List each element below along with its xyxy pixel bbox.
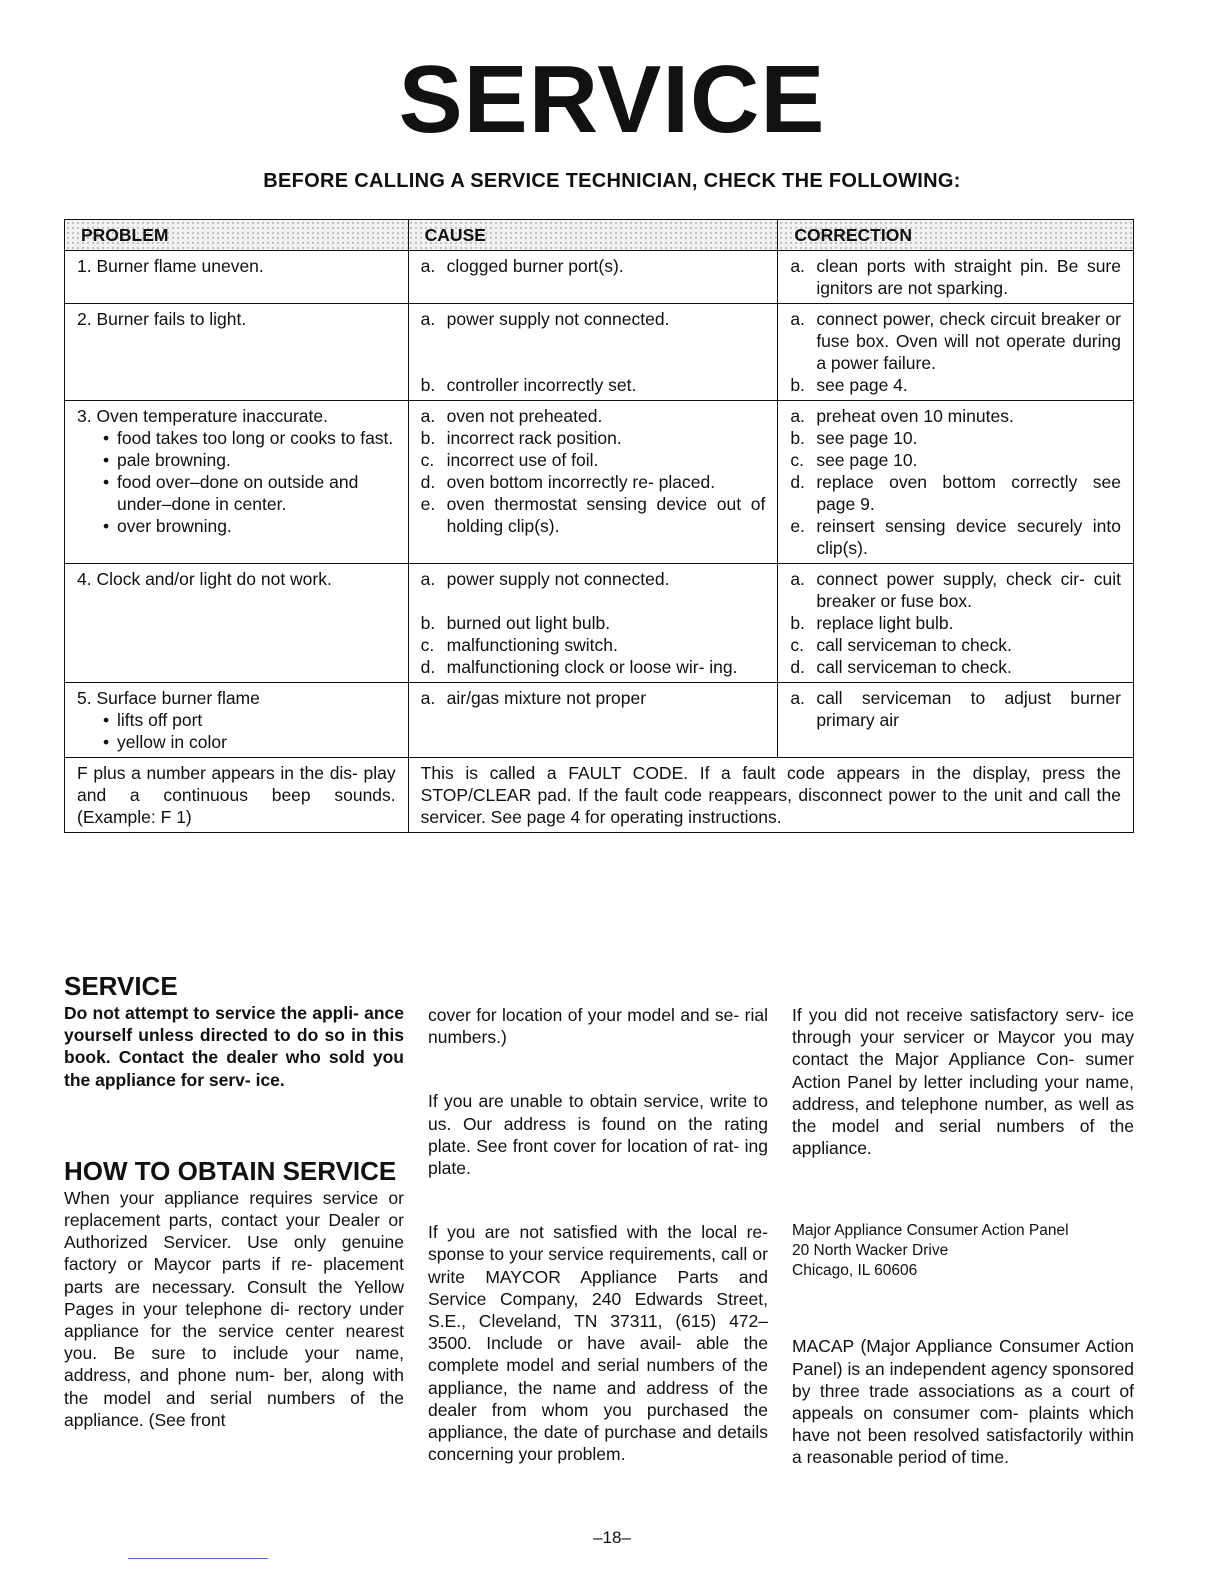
correction-item [790, 374, 1121, 396]
how-to-obtain-heading: HOW TO OBTAIN SERVICE [64, 1155, 397, 1186]
item-text: replace oven bottom correctly see page 9. [816, 472, 1121, 514]
correction-item [790, 405, 1121, 427]
middle-paragraph-3: If you are not satisfied with the local re- sponse to your service requirements, call or write MAYCOR Appliance Parts and Service Company, 240 Edwards Street, S.E., Cleveland, TN 37311, (615) 472–3500. Include or have avail- able the complete model and serial numbers of the appliance, the name and address of the dealer from whom you purchased the appliance, the date of purchase and details concerning your problem. [428, 1222, 768, 1465]
correction-item [790, 427, 1121, 449]
item-text: preheat oven 10 minutes. [816, 406, 1014, 426]
item-label: a. [790, 569, 805, 589]
problem-bullet [77, 709, 396, 731]
bullet-icon: • [103, 428, 110, 448]
macap-address [792, 1221, 1134, 1281]
correction-item [790, 634, 1121, 656]
cause-item [421, 255, 766, 277]
item-label: b. [790, 613, 805, 633]
item-text: power supply not connected. [446, 569, 670, 589]
address-line: Major Appliance Consumer Action Panel [792, 1222, 1069, 1240]
middle-paragraph-2: If you are unable to obtain service, write to us. Our address is found on the rating plate. See front cover for location of rat- ing plate. [428, 1091, 768, 1179]
spacer [421, 330, 766, 352]
item-text: air/gas mixture not proper [446, 688, 647, 708]
correction-item [790, 449, 1121, 471]
bullet-text: over browning. [117, 516, 232, 536]
cause-item [421, 471, 766, 493]
table-header-row [65, 220, 1134, 251]
item-label: c. [790, 635, 804, 655]
correction-item [790, 308, 1121, 374]
address-line: 20 North Wacker Drive [792, 1242, 949, 1260]
item-label: a. [790, 309, 805, 329]
correction-cell [778, 564, 1134, 683]
problem-cell [65, 304, 409, 401]
page-subtitle: BEFORE CALLING A SERVICE TECHNICIAN, CHECK THE FOLLOWING: [263, 170, 961, 192]
spacer [421, 352, 766, 374]
column-right [792, 1004, 1134, 1469]
bullet-text: food takes too long or cooks to fast. [117, 428, 394, 448]
problem-text: 2. Burner fails to light. [77, 309, 247, 329]
page-title: SERVICE [398, 46, 826, 153]
bullet-text: food over–done on outside and under–done in center. [117, 472, 359, 514]
item-label: d. [420, 472, 436, 492]
correction-cell [778, 251, 1134, 304]
bullet-text: lifts off port [117, 710, 203, 730]
problem-bullet [77, 449, 396, 471]
item-label: b. [420, 613, 436, 633]
right-paragraph-1: If you did not receive satisfactory serv- ice through your servicer or Maycor you may contact the Major Appliance Con- sumer Action Panel by letter including your name, address, and telephone number, as well as the model and serial numbers of the appliance. [792, 1005, 1134, 1159]
fault-row [65, 758, 1134, 833]
cause-item [421, 687, 766, 709]
problem-text: 4. Clock and/or light do not work. [77, 569, 332, 589]
correction-item [790, 612, 1121, 634]
item-label: a. [420, 256, 436, 276]
item-label: b. [420, 375, 436, 395]
item-text: see page 10. [816, 428, 918, 448]
item-text: connect power, check circuit breaker or fuse box. Oven will not operate during a power failure. [816, 309, 1121, 373]
header-correction: CORRECTION [778, 220, 1134, 251]
item-text: call serviceman to check. [816, 657, 1012, 677]
service-warning: Do not attempt to service the appli- ance yourself unless directed to do so in this book. Contact the dealer who sold you the appliance for serv- ice. [64, 1003, 404, 1090]
correction-item [790, 656, 1121, 678]
cause-item [421, 308, 766, 330]
cause-item [421, 427, 766, 449]
problem-bullet [77, 515, 396, 537]
item-label: c. [790, 450, 804, 470]
item-label: e. [420, 494, 436, 514]
column-left [64, 970, 404, 1431]
middle-paragraph-1: cover for location of your model and se- rial numbers.) [428, 1005, 768, 1048]
page-number: –18– [593, 1528, 631, 1547]
item-label: a. [790, 406, 805, 426]
problem-bullet [77, 731, 396, 753]
item-text: call serviceman to adjust burner primary air [816, 688, 1121, 730]
item-label: d. [420, 657, 436, 677]
item-text: clean ports with straight pin. Be sure ignitors are not sparking. [816, 256, 1121, 298]
cause-item [421, 568, 766, 590]
table-row [65, 564, 1134, 683]
cause-item [421, 449, 766, 471]
link-underline [128, 1558, 268, 1559]
header-cause: CAUSE [408, 220, 778, 251]
item-label: e. [790, 516, 805, 536]
item-text: incorrect rack position. [446, 428, 622, 448]
fault-problem-cell: F plus a number appears in the dis- play and a continuous beep sounds. (Example: F 1) [65, 758, 409, 833]
problem-cell [65, 401, 409, 564]
item-label: b. [420, 428, 436, 448]
item-label: a. [420, 569, 436, 589]
fault-text-cell: This is called a FAULT CODE. If a fault code appears in the display, press the STOP/CLEAR pad. If the fault code reappears, disconnect power to the unit and call the servicer. See page 4 for operating instructions. [408, 758, 1133, 833]
item-text: oven thermostat sensing device out of holding clip(s). [446, 494, 766, 536]
bullet-icon: • [103, 710, 110, 730]
table-row [65, 683, 1134, 758]
item-text: burned out light bulb. [446, 613, 611, 633]
item-label: a. [420, 406, 436, 426]
problem-bullet [77, 427, 396, 449]
problem-bullet [77, 471, 396, 515]
item-text: reinsert sensing device securely into clip(s). [816, 516, 1121, 558]
problem-cell [65, 683, 409, 758]
table-row [65, 401, 1134, 564]
column-middle [428, 1004, 768, 1465]
spacer [421, 590, 766, 612]
table-row [65, 251, 1134, 304]
item-text: oven not preheated. [446, 406, 603, 426]
cause-item [421, 493, 766, 537]
item-text: malfunctioning clock or loose wir- ing. [446, 657, 738, 677]
cause-cell [408, 251, 778, 304]
correction-item [790, 687, 1121, 731]
item-label: a. [790, 688, 805, 708]
correction-cell [778, 401, 1134, 564]
item-label: c. [420, 635, 435, 655]
item-text: controller incorrectly set. [446, 375, 637, 395]
right-paragraph-2: MACAP (Major Appliance Consumer Action Panel) is an independent agency sponsored by three trade associations as a court of appeals on consumer com- plaints which have not been resolved satisfactorily within a reasonable period of time. [792, 1336, 1134, 1468]
item-label: c. [420, 450, 435, 470]
item-label: a. [420, 309, 436, 329]
item-text: see page 4. [816, 375, 908, 395]
correction-item [790, 471, 1121, 515]
problem-text: 5. Surface burner flame [77, 688, 260, 708]
correction-item [790, 515, 1121, 559]
header-problem: PROBLEM [65, 220, 409, 251]
bullet-text: yellow in color [117, 732, 227, 752]
cause-item [421, 405, 766, 427]
table-row [65, 304, 1134, 401]
bullet-icon: • [103, 450, 110, 470]
cause-cell [408, 304, 778, 401]
item-text: incorrect use of foil. [446, 450, 599, 470]
cause-item [421, 634, 766, 656]
item-label: a. [790, 256, 805, 276]
cause-item [421, 374, 766, 396]
address-line: Chicago, IL 60606 [792, 1262, 918, 1280]
correction-cell [778, 683, 1134, 758]
item-text: see page 10. [816, 450, 918, 470]
correction-item [790, 255, 1121, 299]
item-label: d. [790, 657, 805, 677]
correction-cell [778, 304, 1134, 401]
how-to-obtain-paragraph: When your appliance requires service or replacement parts, contact your Dealer or Authorized Servicer. Use only genuine factory or Maycor parts if re- placement parts are necessary. Consult the Yellow Pages in your telephone di- rectory under appliance for the service center nearest you. Be sure to include your name, address, and phone num- ber, along with the model and serial numbers of the appliance. (See front [64, 1187, 404, 1430]
troubleshooting-table [64, 219, 1134, 833]
correction-item [790, 568, 1121, 612]
cause-cell [408, 401, 778, 564]
item-label: b. [790, 375, 805, 395]
item-text: power supply not connected. [446, 309, 670, 329]
item-text: oven bottom incorrectly re- placed. [446, 472, 716, 492]
item-label: d. [790, 472, 805, 492]
problem-text: 3. Oven temperature inaccurate. [77, 406, 328, 426]
item-text: replace light bulb. [816, 613, 954, 633]
bullet-icon: • [103, 732, 110, 752]
problem-text: 1. Burner flame uneven. [77, 256, 264, 276]
cause-item [421, 612, 766, 634]
problem-cell [65, 564, 409, 683]
service-heading: SERVICE [64, 971, 178, 1001]
item-text: call serviceman to check. [816, 635, 1012, 655]
bullet-icon: • [103, 472, 110, 492]
cause-cell [408, 683, 778, 758]
problem-cell [65, 251, 409, 304]
item-label: a. [420, 688, 436, 708]
item-text: malfunctioning switch. [446, 635, 618, 655]
bullet-text: pale browning. [117, 450, 231, 470]
cause-item [421, 656, 766, 678]
cause-cell [408, 564, 778, 683]
bullet-icon: • [103, 516, 110, 536]
item-label: b. [790, 428, 805, 448]
item-text: connect power supply, check cir- cuit breaker or fuse box. [816, 569, 1121, 611]
item-text: clogged burner port(s). [446, 256, 624, 276]
